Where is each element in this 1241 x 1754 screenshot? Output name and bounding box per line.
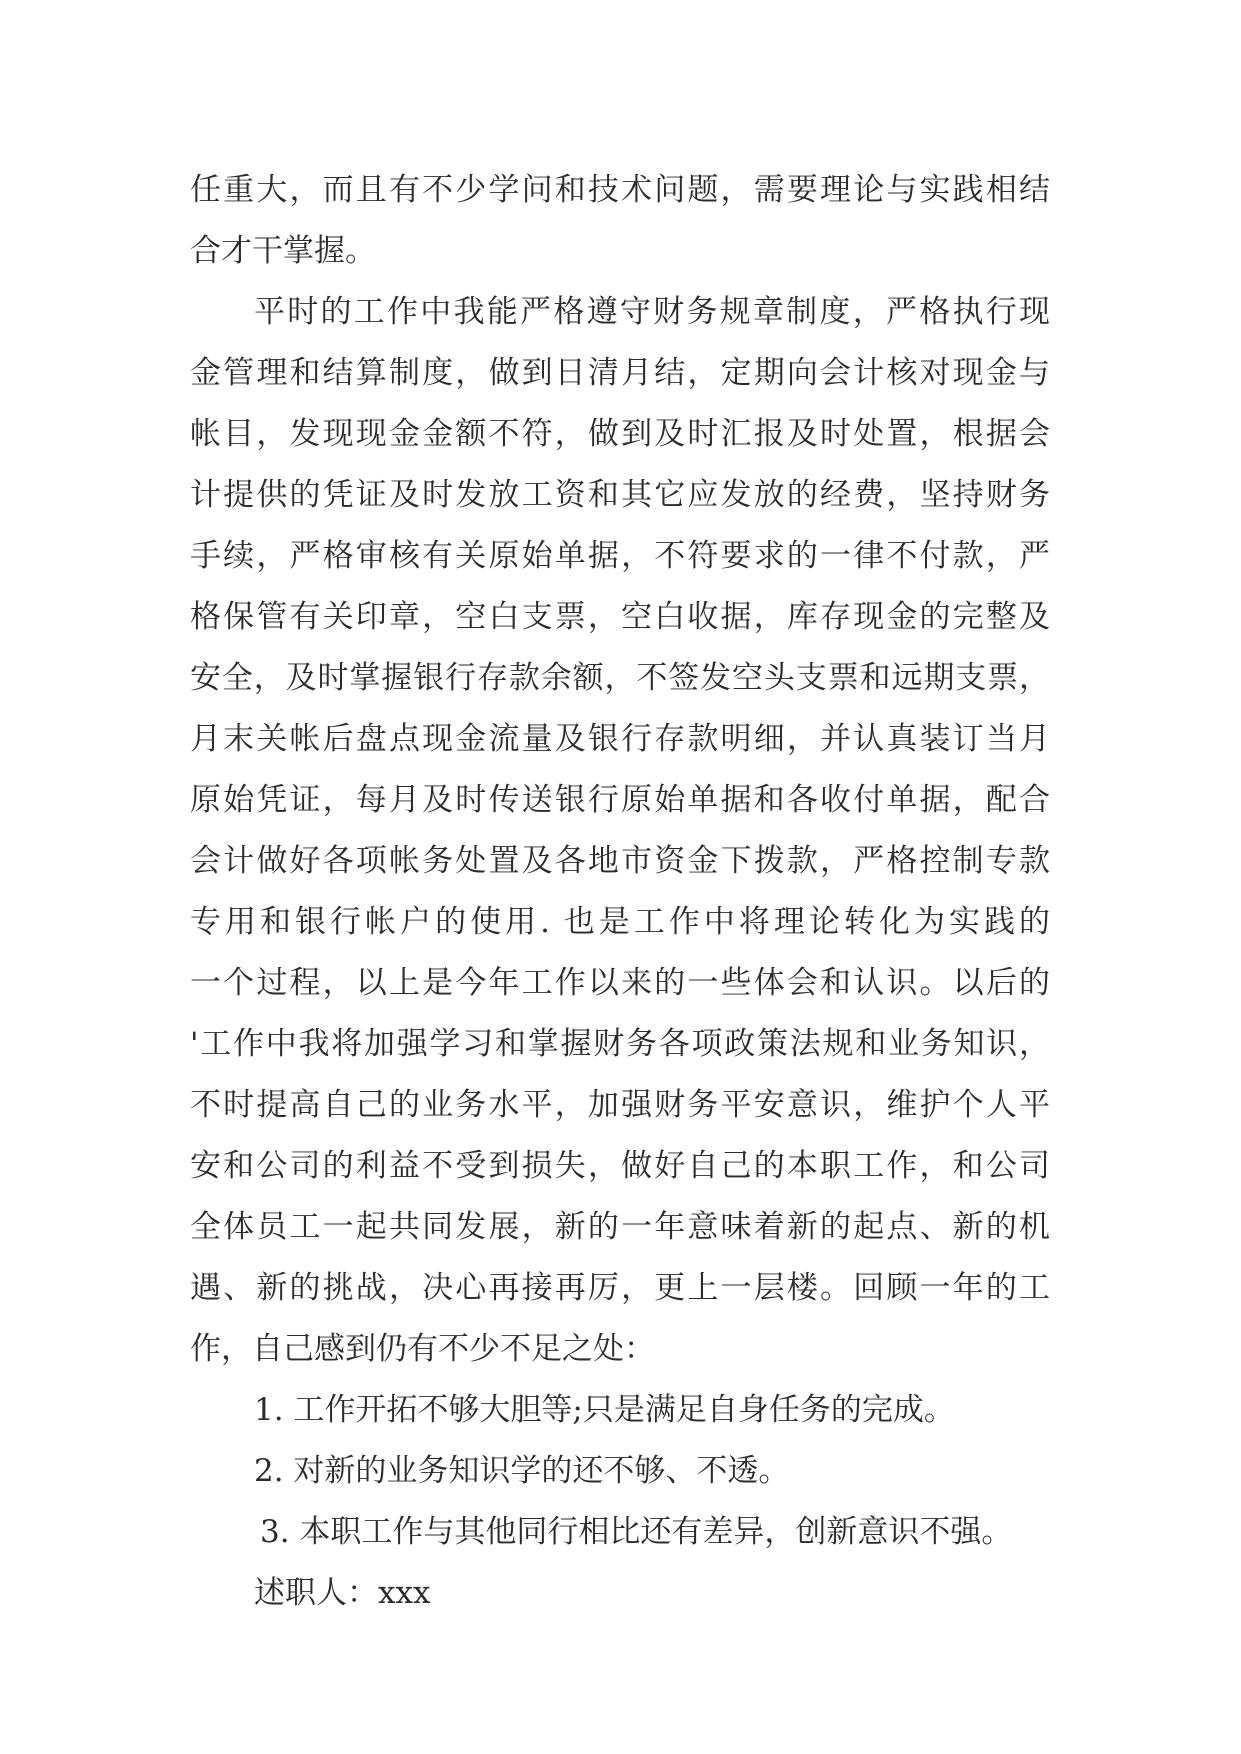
paragraph-line: 月末关帐后盘点现金流量及银行存款明细，并认真装订当月 bbox=[190, 721, 1050, 757]
paragraph-line: 专用和银行帐户的使用. 也是工作中将理论转化为实践的 bbox=[190, 904, 1050, 940]
paragraph-line: 格保管有关印章，空白支票，空白收据，库存现金的完整及 bbox=[190, 599, 1050, 635]
paragraph-line: 会计做好各项帐务处置及各地市资金下拨款，严格控制专款 bbox=[190, 843, 1050, 879]
continuation-line: 任重大，而且有不少学问和技术问题，需要理论与实践相结 bbox=[190, 172, 1050, 208]
paragraph-line: 帐目，发现现金金额不符，做到及时汇报及时处置，根据会 bbox=[190, 416, 1050, 452]
paragraph-line: 计提供的凭证及时发放工资和其它应发放的经费，坚持财务 bbox=[190, 477, 1050, 513]
paragraph-line: 金管理和结算制度，做到日清月结，定期向会计核对现金与 bbox=[190, 355, 1050, 391]
paragraph-line: '工作中我将加强学习和掌握财务各项政策法规和业务知识， bbox=[190, 1026, 1050, 1062]
signature-line: 述职人：xxx bbox=[254, 1575, 431, 1611]
list-item: 3. 本职工作与其他同行相比还有差异，创新意识不强。 bbox=[260, 1514, 1013, 1550]
paragraph-line: 作，自己感到仍有不少不足之处： bbox=[190, 1331, 655, 1367]
paragraph-line: 平时的工作中我能严格遵守财务规章制度，严格执行现 bbox=[254, 294, 1050, 330]
list-item: 1. 工作开拓不够大胆等;只是满足自身任务的完成。 bbox=[254, 1392, 955, 1428]
list-item: 2. 对新的业务知识学的还不够、不透。 bbox=[254, 1453, 790, 1489]
paragraph-line: 原始凭证，每月及时传送银行原始单据和各收付单据，配合 bbox=[190, 782, 1050, 818]
paragraph-line: 不时提高自己的业务水平，加强财务平安意识，维护个人平 bbox=[190, 1087, 1050, 1123]
paragraph-line: 遇、新的挑战，决心再接再厉，更上一层楼。回顾一年的工 bbox=[190, 1270, 1050, 1306]
paragraph-line: 手续，严格审核有关原始单据，不符要求的一律不付款，严 bbox=[190, 538, 1050, 574]
continuation-line: 合才干掌握。 bbox=[190, 233, 376, 269]
paragraph-line: 一个过程，以上是今年工作以来的一些体会和认识。以后的 bbox=[190, 965, 1050, 1001]
paragraph-line: 全体员工一起共同发展，新的一年意味着新的起点、新的机 bbox=[190, 1209, 1050, 1245]
document-body bbox=[190, 160, 1050, 1624]
paragraph-line: 安和公司的利益不受到损失，做好自己的本职工作，和公司 bbox=[190, 1148, 1050, 1184]
paragraph-line: 安全，及时掌握银行存款余额，不签发空头支票和远期支票， bbox=[190, 660, 1050, 696]
